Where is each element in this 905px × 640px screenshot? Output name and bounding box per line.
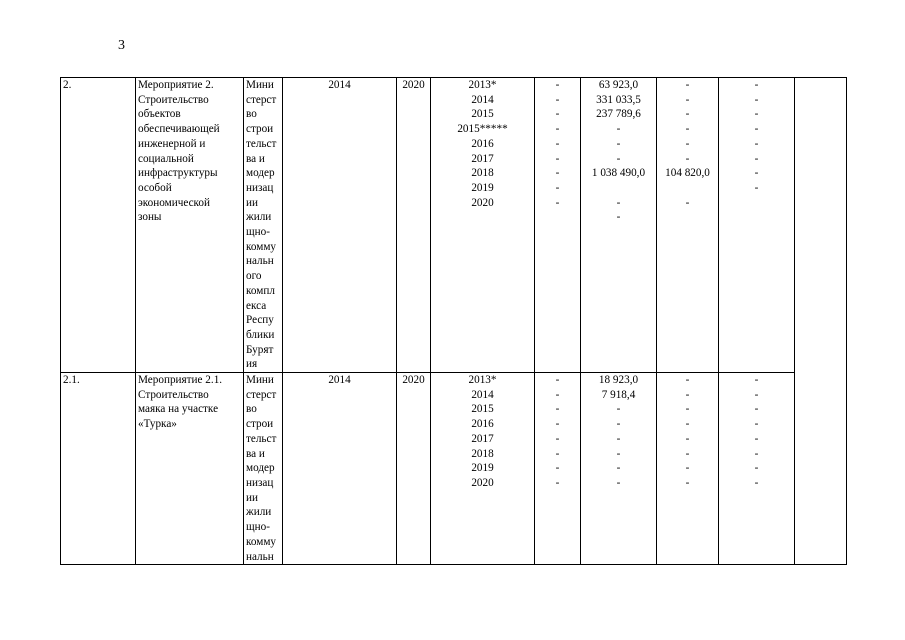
cell-line: 1 038 490,0 xyxy=(591,167,646,180)
cell-line: 237 789,6 xyxy=(596,108,641,121)
cell-line: - xyxy=(685,418,690,431)
program-table xyxy=(60,77,847,565)
cell-line: стерст xyxy=(246,93,277,106)
cell-line: 2017 xyxy=(471,152,494,165)
end-year: 2020 xyxy=(397,373,431,565)
cell-line: во xyxy=(246,108,257,121)
funding-years xyxy=(431,78,535,373)
cell-line: - xyxy=(754,432,759,445)
cell-line: нальн xyxy=(246,255,274,268)
executor xyxy=(244,373,283,565)
cell-line: 2016 xyxy=(471,418,494,431)
cell-line: Мини xyxy=(246,79,274,91)
cell-line: 2020 xyxy=(471,476,494,489)
cell-line: - xyxy=(555,476,560,489)
cell-line: жили xyxy=(246,211,272,224)
cell-line: компл xyxy=(246,284,275,297)
cell-line: - xyxy=(754,152,759,165)
cell-line: - xyxy=(616,462,621,475)
cell-line: ого xyxy=(246,270,262,283)
cell-line: Респу xyxy=(246,314,274,327)
cell-line: - xyxy=(685,388,690,401)
cell-line: объектов xyxy=(138,108,181,121)
cell-line: - xyxy=(754,418,759,431)
cell-line: - xyxy=(754,137,759,150)
funding-years xyxy=(431,373,535,565)
cell-line: щно- xyxy=(246,226,270,239)
cell-line: 2018 xyxy=(471,167,494,180)
cell-line: 2015***** xyxy=(457,123,508,136)
cell-line: - xyxy=(685,476,690,489)
cell-line: 2019 xyxy=(471,181,494,194)
cell-line: - xyxy=(685,374,690,387)
funding-col-1 xyxy=(535,373,581,565)
cell-line: - xyxy=(555,181,560,194)
table-row xyxy=(61,373,847,565)
cell-line: модер xyxy=(246,462,275,475)
cell-line: строи xyxy=(246,123,274,136)
start-year: 2014 xyxy=(283,78,397,373)
cell-line: щно- xyxy=(246,521,270,534)
cell-line: - xyxy=(685,137,690,150)
activity-name xyxy=(136,78,244,373)
cell-line: - xyxy=(754,403,759,416)
cell-line: - xyxy=(555,108,560,121)
cell-line: комму xyxy=(246,240,276,253)
cell-line: - xyxy=(754,79,759,91)
cell-line: - xyxy=(555,462,560,475)
cell-line: - xyxy=(616,211,621,224)
cell-line: - xyxy=(685,93,690,106)
cell-line: - xyxy=(754,476,759,489)
cell-line: ия xyxy=(246,358,258,371)
cell-line: 2019 xyxy=(471,462,494,475)
cell-line: строи xyxy=(246,418,274,431)
cell-line: - xyxy=(555,418,560,431)
cell-line: 2017 xyxy=(471,432,494,445)
cell-line: Бурят xyxy=(246,343,274,356)
cell-line: тельст xyxy=(246,432,277,445)
cell-line: экономической xyxy=(138,196,210,209)
cell-line: «Турка» xyxy=(138,418,177,431)
cell-line: 2013* xyxy=(468,79,497,91)
cell-line: - xyxy=(616,447,621,460)
start-year: 2014 xyxy=(283,373,397,565)
cell-line: - xyxy=(754,108,759,121)
cell-line: - xyxy=(754,447,759,460)
cell-line: - xyxy=(754,93,759,106)
cell-line: - xyxy=(754,167,759,180)
cell-line: стерст xyxy=(246,388,277,401)
cell-line: 2014 xyxy=(471,93,494,106)
cell-line: во xyxy=(246,403,257,416)
funding-col-3 xyxy=(657,78,719,373)
cell-line: зоны xyxy=(138,211,162,224)
funding-col-3 xyxy=(657,373,719,565)
cell-line: - xyxy=(754,374,759,387)
cell-line xyxy=(659,181,716,196)
cell-line: инженерной и xyxy=(138,137,206,150)
cell-line: - xyxy=(685,108,690,121)
cell-line: - xyxy=(555,447,560,460)
cell-line: - xyxy=(616,137,621,150)
cell-line: - xyxy=(685,447,690,460)
funding-col-4 xyxy=(719,78,795,373)
cell-line: 104 820,0 xyxy=(665,167,710,180)
cell-line: ва и xyxy=(246,447,265,460)
cell-line: - xyxy=(616,403,621,416)
page-number: 3 xyxy=(118,38,125,53)
cell-line: - xyxy=(616,418,621,431)
cell-line xyxy=(583,181,654,196)
cell-line: - xyxy=(685,152,690,165)
cell-line: екса xyxy=(246,299,267,312)
executor xyxy=(244,78,283,373)
cell-line: 2013* xyxy=(468,374,497,387)
cell-line: ии xyxy=(246,196,258,209)
cell-line: ва и xyxy=(246,152,265,165)
cell-line: низац xyxy=(246,476,274,489)
cell-line: ии xyxy=(246,491,258,504)
cell-line: 18 923,0 xyxy=(598,374,639,387)
cell-line: - xyxy=(616,123,621,136)
cell-line: 2016 xyxy=(471,137,494,150)
cell-line: - xyxy=(685,79,690,91)
cell-line: - xyxy=(685,196,690,209)
cell-line: 2014 xyxy=(471,388,494,401)
cell-line: комму xyxy=(246,535,276,548)
cell-line: - xyxy=(754,123,759,136)
cell-line: особой xyxy=(138,181,172,194)
cell-line: - xyxy=(555,152,560,165)
cell-line: обеспечивающей xyxy=(138,123,220,136)
activity-name xyxy=(136,373,244,565)
cell-line: - xyxy=(754,462,759,475)
cell-line: - xyxy=(685,432,690,445)
row-number: 2.1. xyxy=(61,373,136,565)
cell-line: - xyxy=(754,181,759,194)
cell-line: тельст xyxy=(246,137,277,150)
cell-line: 2015 xyxy=(471,403,494,416)
cell-line: - xyxy=(555,79,560,91)
cell-line: - xyxy=(616,432,621,445)
cell-line: - xyxy=(616,476,621,489)
cell-line: - xyxy=(754,388,759,401)
extra-column xyxy=(795,78,847,565)
cell-line: Мероприятие 2. xyxy=(138,79,214,91)
cell-line: низац xyxy=(246,181,274,194)
cell-line: - xyxy=(616,196,621,209)
cell-line: - xyxy=(555,388,560,401)
cell-line: нальн xyxy=(246,550,274,563)
funding-col-1 xyxy=(535,78,581,373)
cell-line: Мероприятие 2.1. xyxy=(138,374,223,387)
cell-line: - xyxy=(685,403,690,416)
cell-line: блики xyxy=(246,328,275,341)
cell-line: Строительство xyxy=(138,93,209,106)
cell-line: - xyxy=(616,152,621,165)
cell-line: - xyxy=(555,93,560,106)
funding-col-2 xyxy=(581,78,657,373)
funding-col-2 xyxy=(581,373,657,565)
cell-line: 63 923,0 xyxy=(598,79,639,91)
cell-line: - xyxy=(555,432,560,445)
cell-line: - xyxy=(555,167,560,180)
cell-line: - xyxy=(555,196,560,209)
cell-line: 331 033,5 xyxy=(596,93,641,106)
funding-col-4 xyxy=(719,373,795,565)
cell-line: Мини xyxy=(246,374,274,387)
cell-line: - xyxy=(555,374,560,387)
cell-line: 2018 xyxy=(471,447,494,460)
end-year: 2020 xyxy=(397,78,431,373)
cell-line: 2015 xyxy=(471,108,494,121)
cell-line: Строительство xyxy=(138,388,209,401)
cell-line: инфраструктуры xyxy=(138,167,218,180)
table-row xyxy=(61,78,847,373)
cell-line: - xyxy=(685,123,690,136)
cell-line: 7 918,4 xyxy=(601,388,636,401)
cell-line: 2020 xyxy=(471,196,494,209)
cell-line: маяка на участке xyxy=(138,403,219,416)
cell-line: социальной xyxy=(138,152,194,165)
row-number: 2. xyxy=(61,78,136,373)
cell-line: - xyxy=(555,123,560,136)
cell-line: - xyxy=(555,137,560,150)
cell-line: жили xyxy=(246,506,272,519)
cell-line: - xyxy=(685,462,690,475)
cell-line: модер xyxy=(246,167,275,180)
cell-line: - xyxy=(555,403,560,416)
